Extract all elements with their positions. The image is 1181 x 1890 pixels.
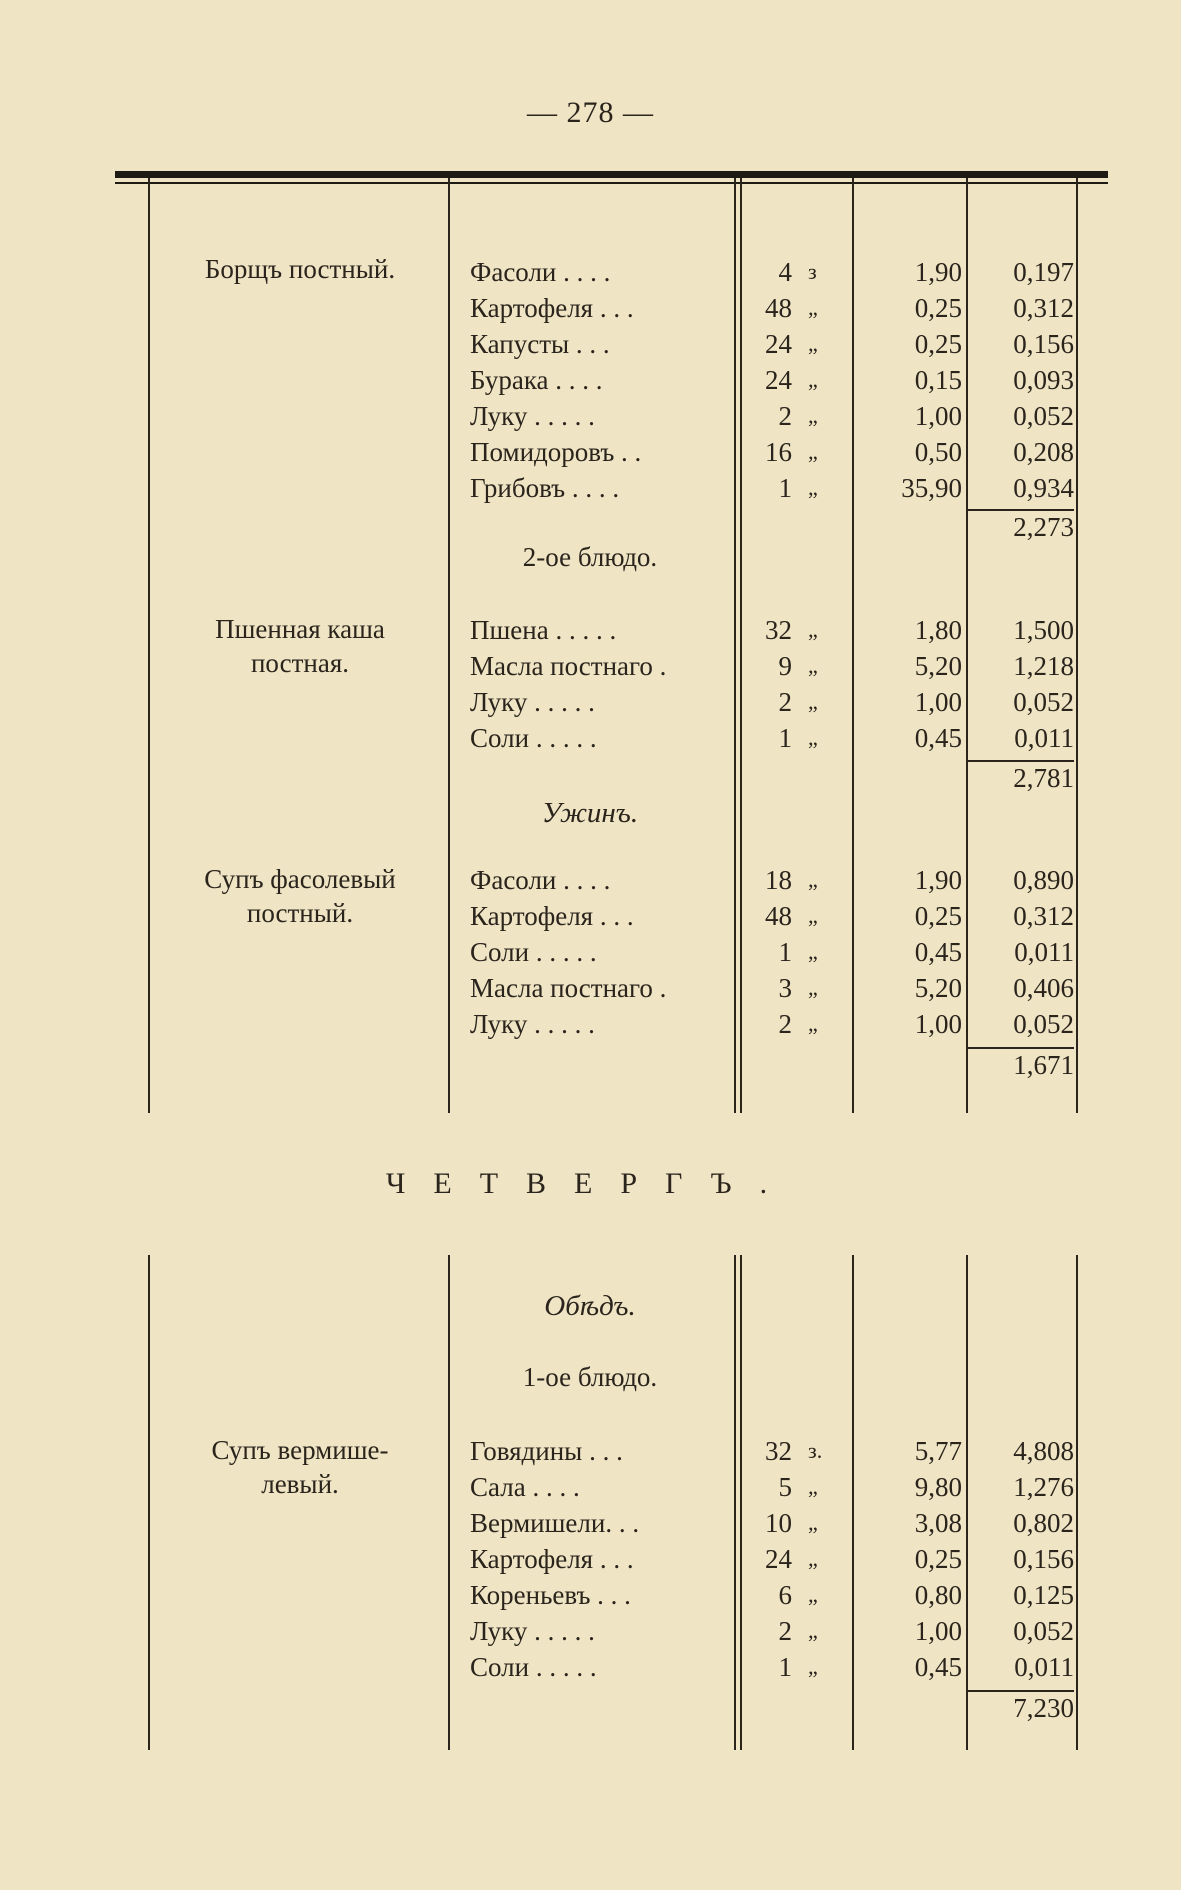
meal-heading-supper: Ужинъ. xyxy=(541,797,639,829)
ingredient-name: Масла постнаго . xyxy=(470,651,667,681)
ingredient-cost: 0,156 xyxy=(1013,1544,1074,1574)
ingredient-price: 0,45 xyxy=(914,723,962,753)
ingredient-price: 0,45 xyxy=(914,937,962,967)
sum-line xyxy=(966,760,1074,762)
ingredient-quantity: 24 xyxy=(765,1544,792,1574)
ingredient-unit: „ xyxy=(808,1582,818,1607)
ingredient-unit: „ xyxy=(808,439,818,464)
ingredient-price: 0,45 xyxy=(914,1652,962,1682)
dish-name-bean-soup: Супъ фасолевый постный. xyxy=(204,864,396,928)
ingredient-price: 9,80 xyxy=(914,1472,962,1502)
ingredient-name: Соли . . . . . xyxy=(470,723,597,753)
ingredient-cost: 0,156 xyxy=(1013,329,1074,359)
ingredient-name: Грибовъ . . . . xyxy=(470,473,620,503)
ingredient-name: Соли . . . . . xyxy=(470,937,597,967)
ingredient-name: Капусты . . . xyxy=(470,329,610,359)
ingredient-cost: 0,093 xyxy=(1013,365,1074,395)
dish-name-borsch: Борщъ постный. xyxy=(204,254,396,284)
ingredient-unit: „ xyxy=(808,867,818,892)
table-divider-unit xyxy=(852,178,854,1113)
ingredient-quantity: 9 xyxy=(778,651,792,681)
ingredient-cost: 0,052 xyxy=(1013,1616,1074,1646)
ingredient-name: Фасоли . . . . xyxy=(470,865,611,895)
ingredient-cost: 0,125 xyxy=(1013,1580,1074,1610)
ingredient-unit: „ xyxy=(808,725,818,750)
sum-line xyxy=(966,509,1074,511)
ingredient-name: Кореньевъ . . . xyxy=(470,1580,631,1610)
table-divider-ingredient xyxy=(734,178,736,1113)
ingredient-unit: „ xyxy=(808,689,818,714)
ingredient-name: Луку . . . . . xyxy=(470,1616,595,1646)
ingredient-unit: „ xyxy=(808,617,818,642)
page-number: — 278 — xyxy=(527,96,654,129)
ingredient-price: 5,77 xyxy=(914,1436,962,1466)
ingredient-cost: 0,011 xyxy=(1014,937,1074,967)
ingredient-unit: „ xyxy=(808,1654,818,1679)
ingredient-quantity: 32 xyxy=(765,1436,792,1466)
ingredient-cost: 0,934 xyxy=(1013,473,1074,503)
ingredient-price: 0,80 xyxy=(914,1580,962,1610)
ingredient-quantity: 48 xyxy=(765,293,792,323)
ingredient-name: Говядины . . . xyxy=(470,1436,623,1466)
ingredient-price: 0,25 xyxy=(914,1544,962,1574)
ingredient-name: Картофеля . . . xyxy=(470,293,634,323)
ingredient-unit: „ xyxy=(808,1618,818,1643)
day-title: ЧЕТВЕРГЪ. xyxy=(385,1167,796,1200)
ingredient-name: Пшена . . . . . xyxy=(470,615,617,645)
ingredient-cost: 0,197 xyxy=(1013,257,1074,287)
meal-heading-dinner: Обѣдъ. xyxy=(544,1290,636,1322)
ingredient-price: 1,00 xyxy=(914,1009,962,1039)
ingredient-quantity: 6 xyxy=(778,1580,792,1610)
table-border-right xyxy=(1076,178,1078,1113)
ingredient-price: 5,20 xyxy=(914,973,962,1003)
dish-total: 2,781 xyxy=(1013,763,1074,793)
ingredient-unit: з xyxy=(808,259,817,284)
dish-total: 2,273 xyxy=(1013,512,1074,542)
ingredient-cost: 0,052 xyxy=(1013,1009,1074,1039)
table2-border-left xyxy=(148,1255,150,1750)
ingredient-name: Вермишели. . . xyxy=(470,1508,640,1538)
ingredient-name: Луку . . . . . xyxy=(470,687,595,717)
ingredient-cost: 0,011 xyxy=(1014,723,1074,753)
ingredient-price: 1,00 xyxy=(914,687,962,717)
ingredient-quantity: 5 xyxy=(778,1472,792,1502)
ingredient-quantity: 24 xyxy=(765,329,792,359)
top-rule-thin xyxy=(115,182,1108,184)
ingredient-quantity: 1 xyxy=(778,473,792,503)
sum-line xyxy=(966,1690,1074,1692)
table2-divider-dish xyxy=(448,1255,450,1750)
ingredient-price: 1,00 xyxy=(914,1616,962,1646)
ingredient-price: 35,90 xyxy=(901,473,962,503)
ingredient-cost: 0,208 xyxy=(1013,437,1074,467)
table2-divider-unit xyxy=(852,1255,854,1750)
top-rule-thick xyxy=(115,171,1108,178)
ingredient-unit: „ xyxy=(808,939,818,964)
ingredient-unit: „ xyxy=(808,1510,818,1535)
ingredient-quantity: 2 xyxy=(778,1616,792,1646)
ingredient-unit: „ xyxy=(808,1474,818,1499)
ingredient-price: 0,15 xyxy=(914,365,962,395)
ingredient-name: Луку . . . . . xyxy=(470,1009,595,1039)
ingredient-quantity: 4 xyxy=(778,257,792,287)
ingredient-name: Соли . . . . . xyxy=(470,1652,597,1682)
sum-line xyxy=(966,1047,1074,1049)
ingredient-cost: 4,808 xyxy=(1013,1436,1074,1466)
ingredient-unit: „ xyxy=(808,1546,818,1571)
ingredient-price: 1,90 xyxy=(914,257,962,287)
ingredient-name: Масла постнаго . xyxy=(470,973,667,1003)
ingredient-price: 0,25 xyxy=(914,293,962,323)
ingredient-cost: 0,312 xyxy=(1013,901,1074,931)
ingredient-quantity: 2 xyxy=(778,401,792,431)
dish-name-millet-porridge: Пшенная каша постная. xyxy=(215,614,385,678)
table2-divider-price xyxy=(966,1255,968,1750)
ingredient-unit: „ xyxy=(808,1011,818,1036)
ingredient-price: 1,90 xyxy=(914,865,962,895)
ingredient-unit: з. xyxy=(808,1438,823,1463)
ingredient-cost: 0,890 xyxy=(1013,865,1074,895)
dish-total: 7,230 xyxy=(1013,1693,1074,1723)
ingredient-quantity: 2 xyxy=(778,1009,792,1039)
ingredient-price: 3,08 xyxy=(914,1508,962,1538)
ingredient-unit: „ xyxy=(808,331,818,356)
ingredient-unit: „ xyxy=(808,903,818,928)
ingredient-quantity: 48 xyxy=(765,901,792,931)
ingredient-quantity: 18 xyxy=(765,865,792,895)
ingredient-cost: 1,500 xyxy=(1013,615,1074,645)
ingredient-name: Фасоли . . . . xyxy=(470,257,611,287)
ingredient-name: Сала . . . . xyxy=(470,1472,580,1502)
ingredient-quantity: 1 xyxy=(778,723,792,753)
ingredient-quantity: 16 xyxy=(765,437,792,467)
ingredient-unit: „ xyxy=(808,975,818,1000)
ingredient-cost: 1,218 xyxy=(1013,651,1074,681)
ingredient-price: 0,25 xyxy=(914,329,962,359)
course-heading-second: 2-ое блюдо. xyxy=(522,542,658,572)
ingredient-cost: 0,802 xyxy=(1013,1508,1074,1538)
course-heading-first: 1-ое блюдо. xyxy=(522,1362,658,1392)
ingredient-cost: 0,052 xyxy=(1013,401,1074,431)
ingredient-unit: „ xyxy=(808,475,818,500)
ingredient-name: Помидоровъ . . xyxy=(470,437,642,467)
ingredient-quantity: 1 xyxy=(778,1652,792,1682)
table2-divider-ingredient xyxy=(734,1255,736,1750)
ingredient-price: 1,80 xyxy=(914,615,962,645)
ingredient-cost: 0,406 xyxy=(1013,973,1074,1003)
ingredient-price: 0,50 xyxy=(914,437,962,467)
table2-border-right xyxy=(1076,1255,1078,1750)
ingredient-cost: 0,312 xyxy=(1013,293,1074,323)
ingredient-name: Картофеля . . . xyxy=(470,1544,634,1574)
ingredient-unit: „ xyxy=(808,295,818,320)
ingredient-name: Луку . . . . . xyxy=(470,401,595,431)
ingredient-quantity: 2 xyxy=(778,687,792,717)
ingredient-cost: 1,276 xyxy=(1013,1472,1074,1502)
ingredient-price: 5,20 xyxy=(914,651,962,681)
ingredient-unit: „ xyxy=(808,367,818,392)
dish-name-vermicelli-soup: Супъ вермише- левый. xyxy=(211,1435,389,1499)
ingredient-price: 1,00 xyxy=(914,401,962,431)
ingredient-quantity: 3 xyxy=(778,973,792,1003)
ingredient-quantity: 10 xyxy=(765,1508,792,1538)
ingredient-cost: 0,052 xyxy=(1013,687,1074,717)
ingredient-name: Картофеля . . . xyxy=(470,901,634,931)
ingredient-quantity: 32 xyxy=(765,615,792,645)
table-divider-dish xyxy=(448,178,450,1113)
ingredient-price: 0,25 xyxy=(914,901,962,931)
ingredient-cost: 0,011 xyxy=(1014,1652,1074,1682)
ingredient-quantity: 1 xyxy=(778,937,792,967)
table-border-left xyxy=(148,178,150,1113)
ingredient-name: Бурака . . . . xyxy=(470,365,603,395)
ingredient-unit: „ xyxy=(808,653,818,678)
ingredient-quantity: 24 xyxy=(765,365,792,395)
table-divider-price xyxy=(966,178,968,1113)
ingredient-unit: „ xyxy=(808,403,818,428)
dish-total: 1,671 xyxy=(1013,1050,1074,1080)
